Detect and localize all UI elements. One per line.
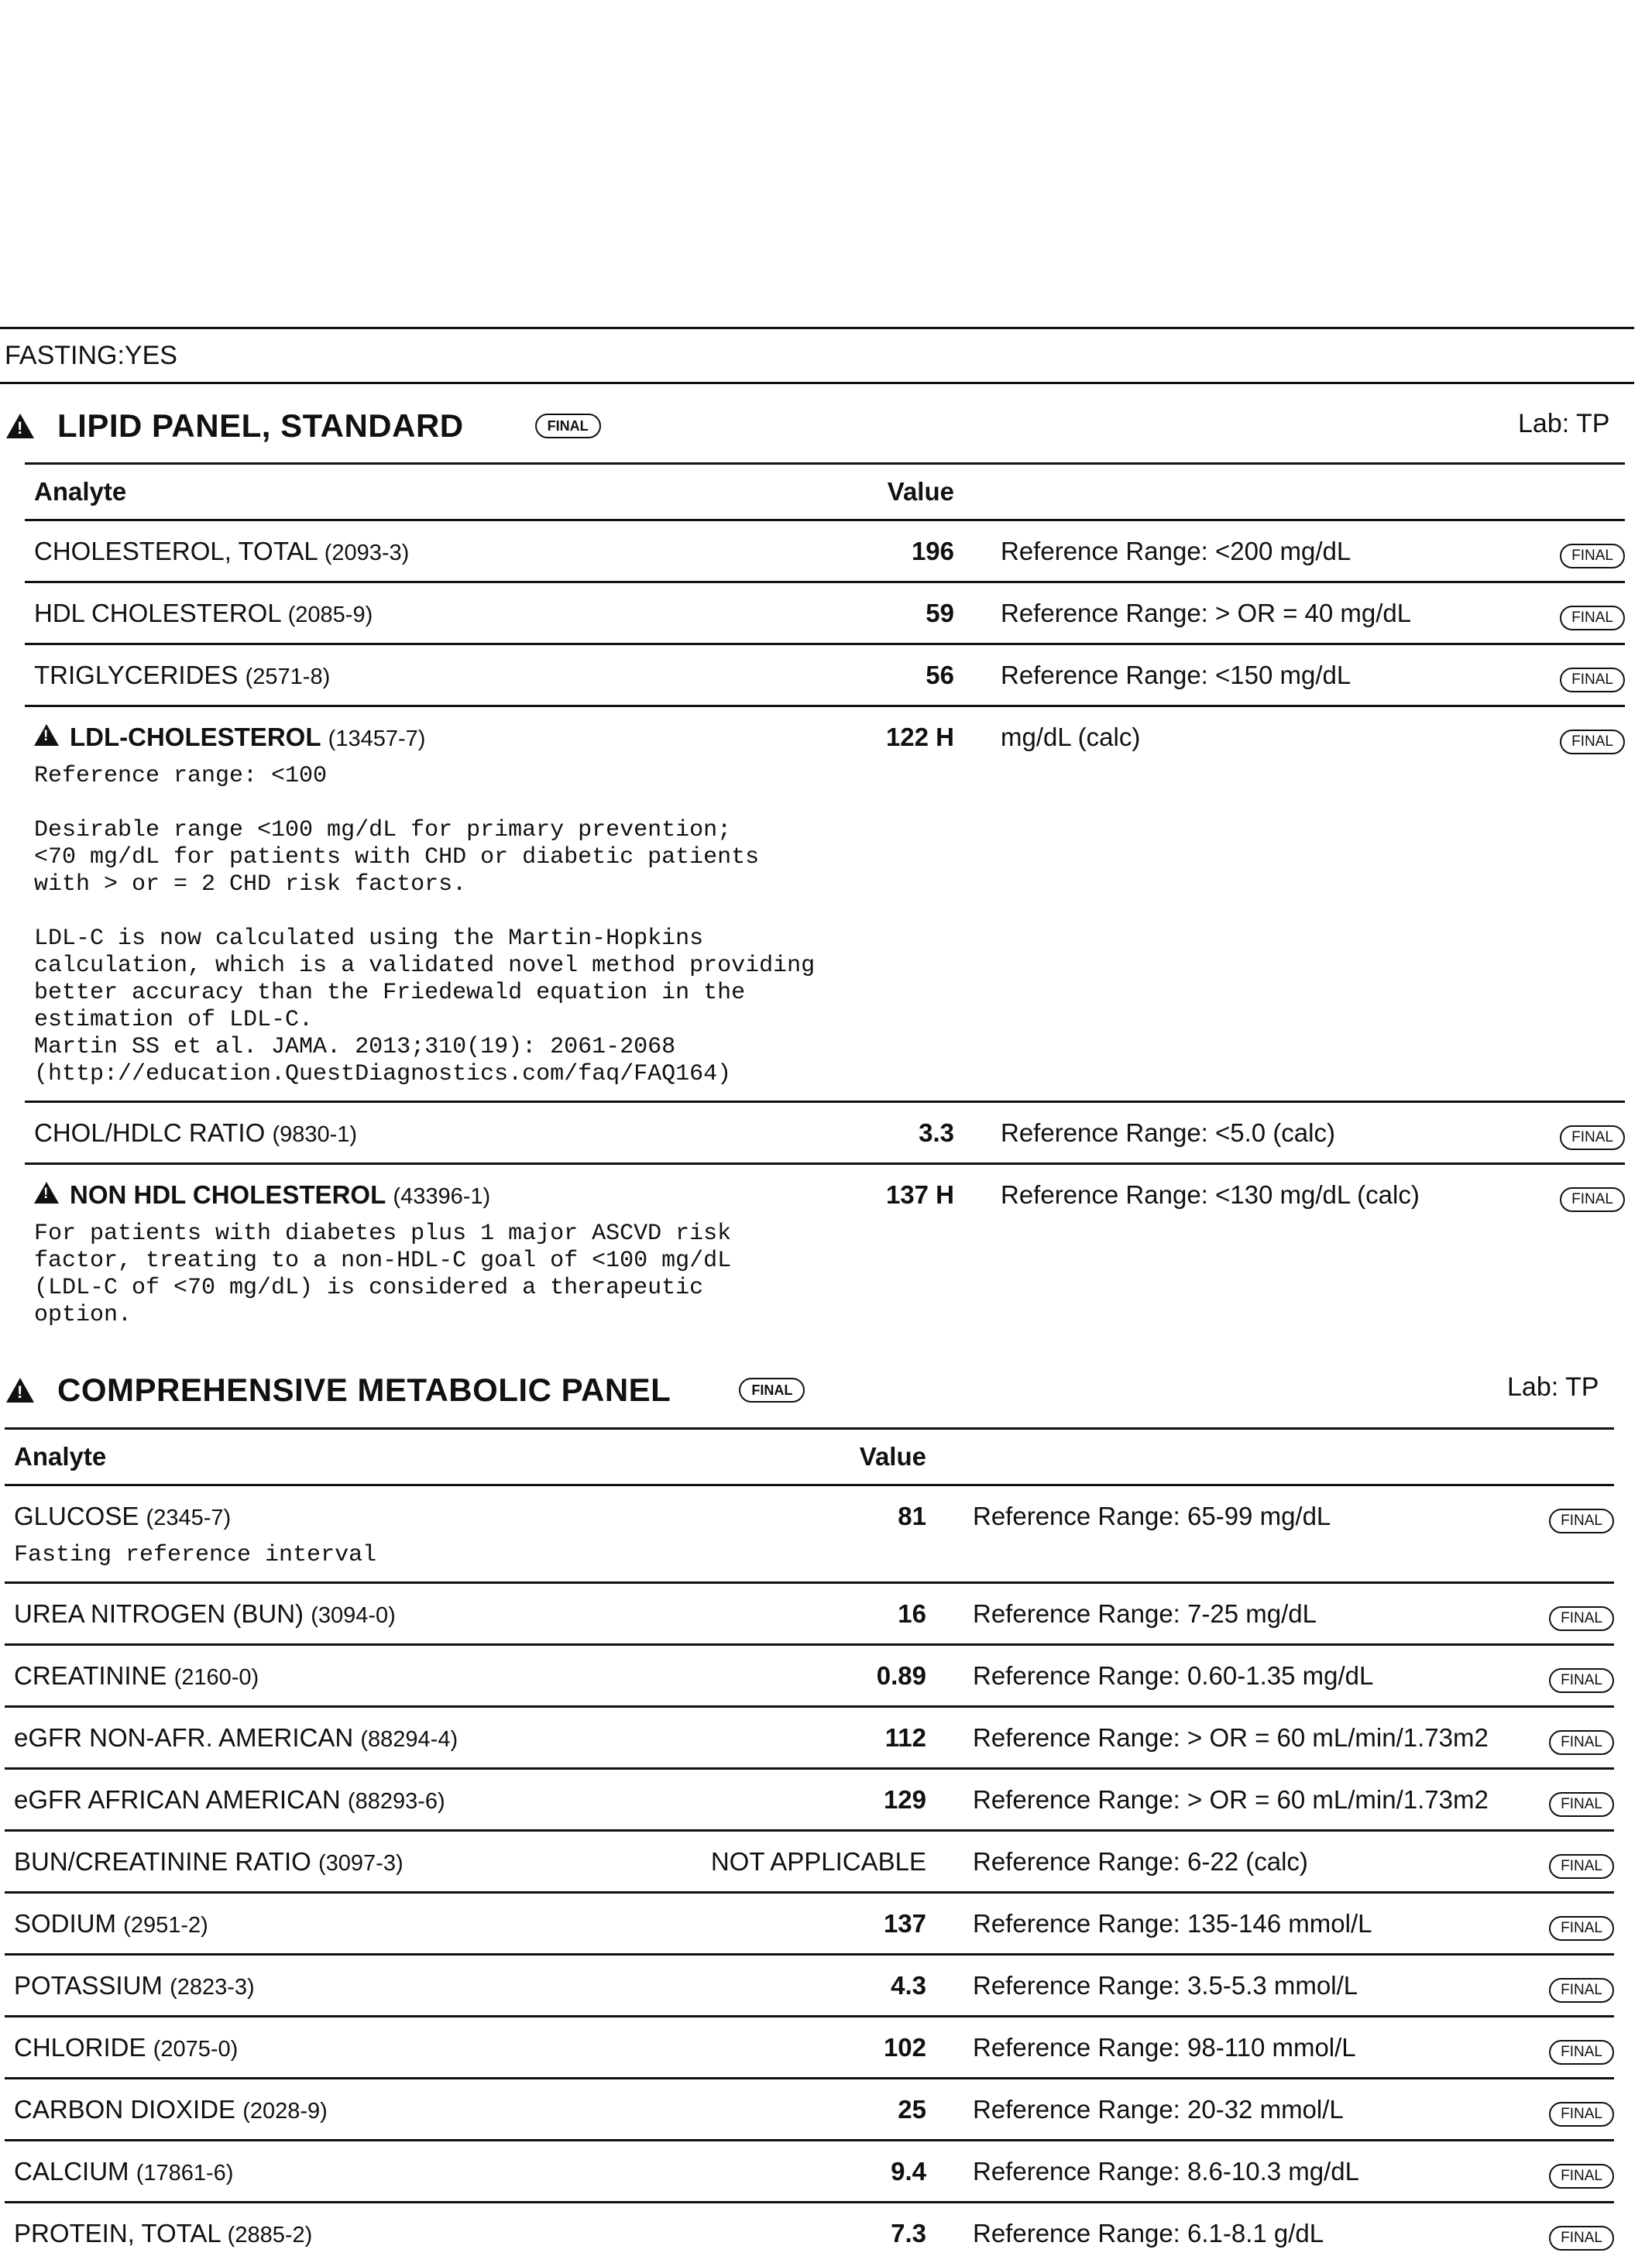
status-badge: FINAL (1549, 1606, 1614, 1631)
analyte-name: eGFR NON-AFR. AMERICAN (14, 1723, 353, 1752)
analyte-cell (5, 1485, 686, 1583)
fasting-status: FASTING:YES (5, 341, 177, 371)
analyte-name: BUN/CREATININE RATIO (14, 1847, 311, 1876)
result-value: 196 (877, 520, 977, 582)
result-value: 137 H (877, 1164, 977, 1342)
analyte-cell (5, 2017, 686, 2079)
status-cell (1515, 1769, 1614, 1831)
result-value: 59 (877, 582, 977, 644)
metabolic-panel-lab: Lab: TP (1507, 1372, 1599, 1403)
analyte-cell (5, 1583, 686, 1645)
result-value: 112 (686, 1707, 950, 1769)
status-badge: FINAL (1549, 1730, 1614, 1755)
status-cell (1527, 1102, 1625, 1164)
status-cell (1527, 520, 1625, 582)
status-badge: FINAL (1549, 2102, 1614, 2127)
analyte-code: (2951-2) (123, 1913, 208, 1938)
status-badge: FINAL (1560, 544, 1625, 568)
status-badge: FINAL (1549, 1916, 1614, 1941)
metabolic-panel-title: COMPREHENSIVE METABOLIC PANEL (57, 1372, 671, 1409)
column-header-value: Value (877, 464, 977, 520)
reference-range: Reference Range: <200 mg/dL (977, 520, 1527, 582)
reference-range: Reference Range: <150 mg/dL (977, 644, 1527, 706)
table-row (5, 1831, 1614, 1893)
analyte-cell (5, 1955, 686, 2017)
result-value: 102 (686, 2017, 950, 2079)
reference-range: Reference Range: <5.0 (calc) (977, 1102, 1527, 1164)
table-row (5, 1955, 1614, 2017)
table-row (25, 706, 1625, 1102)
status-cell (1515, 2017, 1614, 2079)
status-cell (1515, 1645, 1614, 1707)
analyte-cell (25, 706, 877, 1102)
analyte-name: CALCIUM (14, 2157, 129, 2186)
reference-range: Reference Range: 6-22 (calc) (950, 1831, 1515, 1893)
status-badge: FINAL (1549, 2164, 1614, 2189)
reference-range: Reference Range: 6.1-8.1 g/dL (950, 2203, 1515, 2263)
warning-icon (6, 1378, 34, 1403)
analyte-code: (43396-1) (393, 1184, 490, 1209)
result-value: 3.3 (877, 1102, 977, 1164)
status-badge: FINAL (1560, 1125, 1625, 1150)
reference-range: Reference Range: 8.6-10.3 mg/dL (950, 2141, 1515, 2203)
table-row (25, 520, 1625, 582)
status-cell (1515, 1831, 1614, 1893)
status-badge: FINAL (1560, 730, 1625, 754)
table-row (25, 644, 1625, 706)
lipid-panel-header (6, 403, 601, 449)
analyte-cell (25, 582, 877, 644)
table-row (5, 1893, 1614, 1955)
reference-range: Reference Range: 3.5-5.3 mmol/L (950, 1955, 1515, 2017)
table-row (25, 582, 1625, 644)
status-cell (1515, 1955, 1614, 2017)
analyte-code: (2028-9) (242, 2099, 328, 2124)
result-value: 137 (686, 1893, 950, 1955)
result-value: 7.3 (686, 2203, 950, 2263)
analyte-name: CHLORIDE (14, 2033, 146, 2062)
reference-range: mg/dL (calc) (977, 706, 1527, 1102)
metabolic-results-table (5, 1427, 1614, 2263)
result-value: 4.3 (686, 1955, 950, 2017)
status-cell (1515, 2079, 1614, 2141)
analyte-cell (5, 1707, 686, 1769)
status-badge: FINAL (1549, 1978, 1614, 2003)
status-cell (1527, 582, 1625, 644)
analyte-name: CREATININE (14, 1661, 167, 1690)
table-row (5, 1769, 1614, 1831)
analyte-cell (25, 644, 877, 706)
analyte-cell (25, 520, 877, 582)
analyte-code: (3097-3) (318, 1851, 404, 1876)
status-cell (1515, 1583, 1614, 1645)
analyte-name: UREA NITROGEN (BUN) (14, 1599, 304, 1628)
reference-range: Reference Range: <130 mg/dL (calc) (977, 1164, 1527, 1342)
status-cell (1515, 2203, 1614, 2263)
analyte-cell (5, 2079, 686, 2141)
status-badge: FINAL (1560, 668, 1625, 692)
reference-range: Reference Range: > OR = 60 mL/min/1.73m2 (950, 1707, 1515, 1769)
lipid-panel-title: LIPID PANEL, STANDARD (57, 407, 464, 445)
metabolic-panel-status-badge: FINAL (739, 1378, 805, 1403)
analyte-code: (88293-6) (348, 1789, 445, 1814)
status-cell (1515, 1893, 1614, 1955)
result-value: 81 (686, 1485, 950, 1583)
result-comment: Reference range: <100 Desirable range <100 mg/dL for primary prevention; <70 mg/dL for patients with CHD or diabetic patients with > or = 2 CHD risk factors. LDL-C is now calculated using the Martin-Hopkins calculation, which is a validated novel method providing better accuracy than the Friedewald equation in the estimation of LDL-C. Martin SS et al. JAMA. 2013;310(19): 2061-2068 (http://education.QuestDiagnostics.com/faq/FAQ164) (34, 763, 877, 1088)
table-row (5, 1707, 1614, 1769)
table-row (5, 2203, 1614, 2263)
table-row (5, 2141, 1614, 2203)
status-badge: FINAL (1549, 1668, 1614, 1693)
analyte-name: CARBON DIOXIDE (14, 2095, 235, 2124)
result-value: 16 (686, 1583, 950, 1645)
analyte-name: CHOL/HDLC RATIO (34, 1118, 265, 1147)
result-value: 0.89 (686, 1645, 950, 1707)
metabolic-panel-header (6, 1367, 805, 1413)
analyte-name: PROTEIN, TOTAL (14, 2219, 221, 2248)
analyte-cell (25, 1102, 877, 1164)
reference-range: Reference Range: 20-32 mmol/L (950, 2079, 1515, 2141)
analyte-cell (5, 1769, 686, 1831)
reference-range: Reference Range: 65-99 mg/dL (950, 1485, 1515, 1583)
status-badge: FINAL (1549, 1792, 1614, 1817)
table-row (5, 2079, 1614, 2141)
warning-icon (6, 414, 34, 438)
analyte-code: (2093-3) (325, 541, 410, 565)
result-value: NOT APPLICABLE (686, 1831, 950, 1893)
result-value: 9.4 (686, 2141, 950, 2203)
reference-range: Reference Range: > OR = 60 mL/min/1.73m2 (950, 1769, 1515, 1831)
table-row (5, 1485, 1614, 1583)
table-row (25, 1102, 1625, 1164)
reference-range: Reference Range: 98-110 mmol/L (950, 2017, 1515, 2079)
analyte-name: eGFR AFRICAN AMERICAN (14, 1785, 341, 1814)
lipid-results-table (25, 462, 1625, 1341)
analyte-cell (5, 2203, 686, 2263)
result-value: 56 (877, 644, 977, 706)
result-value: 129 (686, 1769, 950, 1831)
analyte-code: (88294-4) (360, 1727, 458, 1752)
analyte-code: (2571-8) (246, 664, 331, 689)
analyte-code: (17861-6) (136, 2161, 234, 2186)
analyte-cell (5, 1831, 686, 1893)
warning-icon (34, 1182, 59, 1204)
analyte-code: (9830-1) (272, 1122, 357, 1147)
analyte-code: (2085-9) (288, 603, 373, 627)
analyte-cell (5, 1645, 686, 1707)
analyte-code: (13457-7) (328, 726, 426, 751)
analyte-name: TRIGLYCERIDES (34, 661, 238, 689)
table-row (5, 1583, 1614, 1645)
status-badge: FINAL (1549, 1509, 1614, 1533)
top-divider (0, 327, 1634, 329)
analyte-cell (5, 1893, 686, 1955)
reference-range: Reference Range: 135-146 mmol/L (950, 1893, 1515, 1955)
status-cell (1527, 706, 1625, 1102)
status-badge: FINAL (1549, 1854, 1614, 1879)
result-value: 25 (686, 2079, 950, 2141)
result-value: 122 H (877, 706, 977, 1102)
status-badge: FINAL (1560, 606, 1625, 630)
analyte-code: (2160-0) (174, 1665, 259, 1690)
analyte-name: POTASSIUM (14, 1971, 163, 2000)
status-cell (1515, 2141, 1614, 2203)
warning-icon (34, 724, 59, 746)
analyte-cell (5, 2141, 686, 2203)
table-row (5, 1645, 1614, 1707)
analyte-code: (3094-0) (311, 1603, 396, 1628)
analyte-code: (2823-3) (170, 1975, 255, 2000)
column-header-value: Value (686, 1429, 950, 1485)
reference-range: Reference Range: 7-25 mg/dL (950, 1583, 1515, 1645)
analyte-code: (2075-0) (153, 2037, 239, 2062)
result-comment: For patients with diabetes plus 1 major ASCVD risk factor, treating to a non-HDL-C goal of <100 mg/dL (LDL-C of <70 mg/dL) is considered a therapeutic option. (34, 1221, 877, 1329)
analyte-name: LDL-CHOLESTEROL (70, 723, 321, 751)
analyte-name: GLUCOSE (14, 1502, 139, 1530)
status-cell (1515, 1485, 1614, 1583)
table-row (5, 2017, 1614, 2079)
analyte-name: NON HDL CHOLESTEROL (70, 1180, 386, 1209)
status-badge: FINAL (1549, 2226, 1614, 2251)
analyte-code: (2345-7) (146, 1506, 232, 1530)
analyte-name: CHOLESTEROL, TOTAL (34, 537, 318, 565)
analyte-name: SODIUM (14, 1909, 116, 1938)
column-header-analyte: Analyte (5, 1429, 686, 1485)
fasting-divider (0, 382, 1634, 384)
lipid-panel-status-badge: FINAL (535, 414, 601, 438)
reference-range: Reference Range: 0.60-1.35 mg/dL (950, 1645, 1515, 1707)
status-cell (1515, 1707, 1614, 1769)
status-cell (1527, 644, 1625, 706)
table-row (25, 1164, 1625, 1342)
analyte-name: HDL CHOLESTEROL (34, 599, 280, 627)
status-badge: FINAL (1560, 1187, 1625, 1212)
status-badge: FINAL (1549, 2040, 1614, 2065)
column-header-analyte: Analyte (25, 464, 877, 520)
analyte-code: (2885-2) (228, 2223, 313, 2248)
result-comment: Fasting reference interval (14, 1542, 686, 1569)
analyte-cell (25, 1164, 877, 1342)
status-cell (1527, 1164, 1625, 1342)
lipid-panel-lab: Lab: TP (1518, 409, 1609, 439)
reference-range: Reference Range: > OR = 40 mg/dL (977, 582, 1527, 644)
